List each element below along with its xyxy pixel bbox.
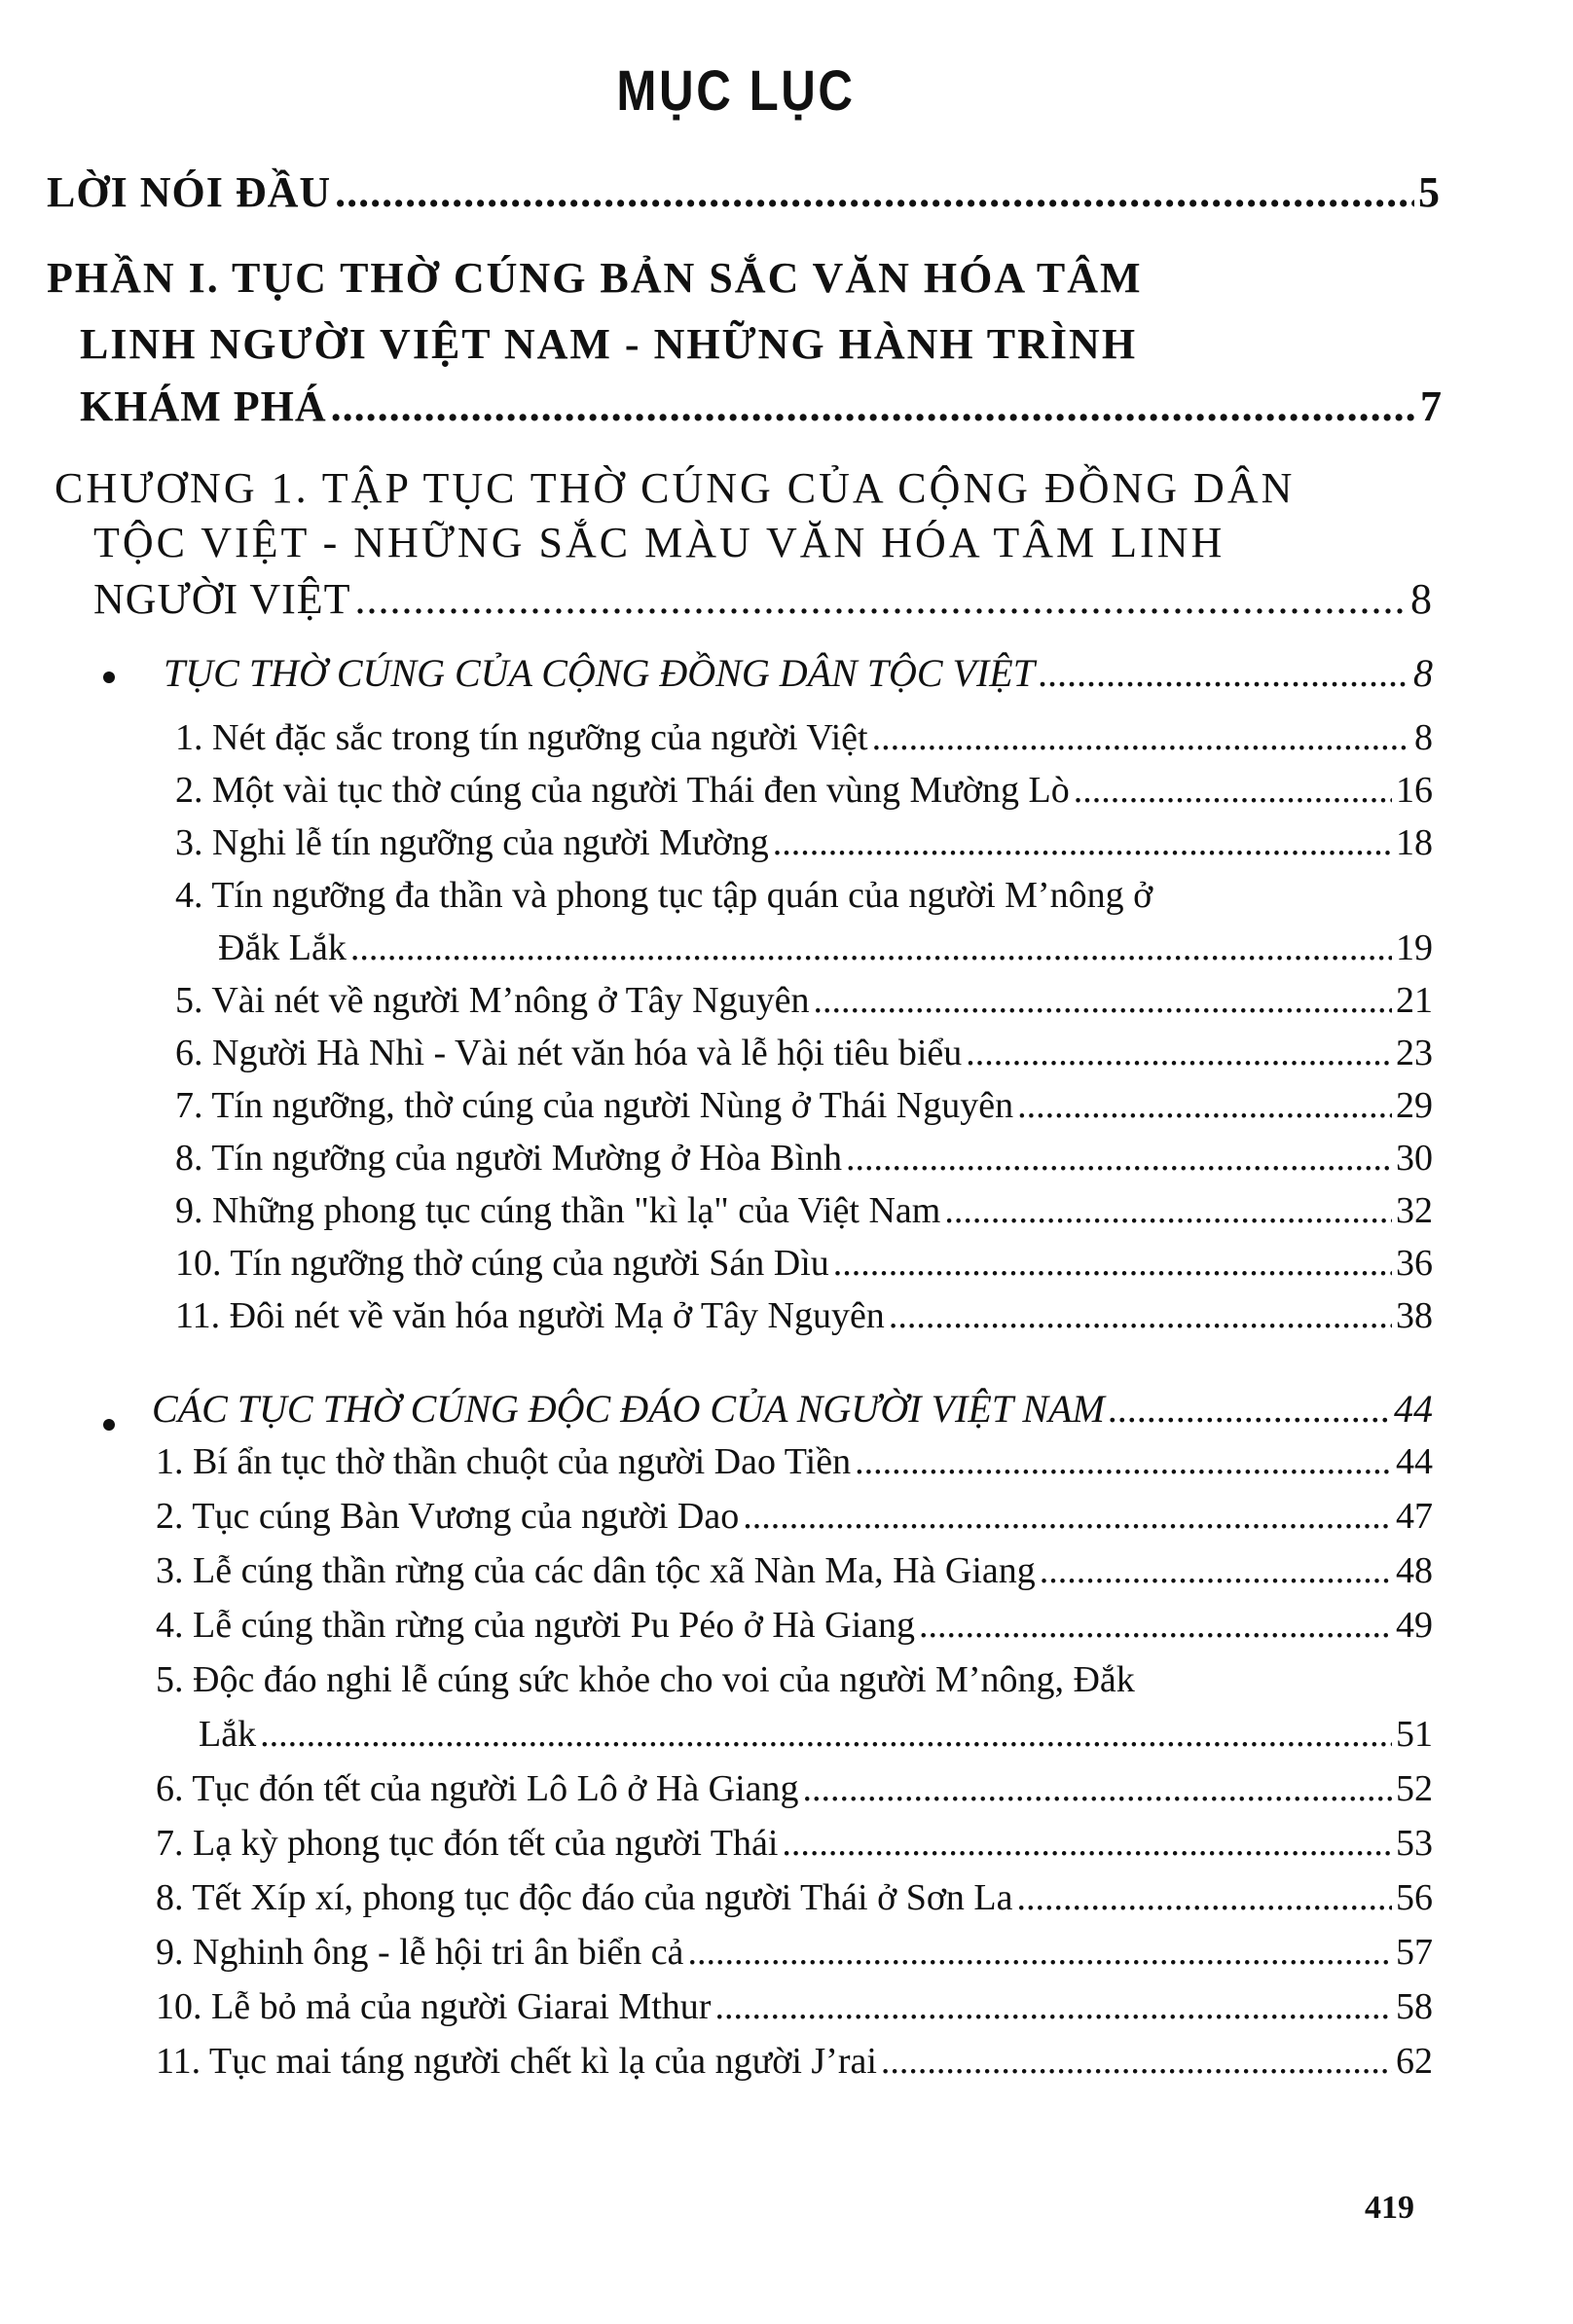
toc-entry-label: 7. Lạ kỳ phong tục đón tết của người Thái [156, 1823, 779, 1864]
dot-leader [1039, 650, 1409, 696]
dot-leader [1109, 1386, 1390, 1432]
toc-entry-label: 6. Người Hà Nhì - Vài nét văn hóa và lễ hội tiêu biểu [175, 1033, 963, 1073]
toc-entry[interactable] [156, 1931, 1433, 1974]
dot-leader [1017, 1876, 1393, 1919]
dot-leader [855, 1440, 1392, 1483]
toc-entry-page: 53 [1396, 1823, 1433, 1864]
toc-part-title-line: PHẦN I. TỤC THỜ CÚNG BẢN SẮC VĂN HÓA TÂM [47, 254, 1143, 302]
toc-section-label: CÁC TỤC THỜ CÚNG ĐỘC ĐÁO CỦA NGƯỜI VIỆT NAM [152, 1387, 1105, 1431]
toc-entry-label: LỜI NÓI ĐẦU [47, 168, 332, 216]
dot-leader [889, 1294, 1392, 1337]
bullet-icon [103, 1419, 115, 1431]
dot-leader [872, 716, 1410, 759]
dot-leader [743, 1495, 1392, 1538]
toc-entry[interactable] [156, 1985, 1433, 2028]
toc-entry[interactable] [156, 1495, 1433, 1538]
toc-entry-page: 57 [1396, 1932, 1433, 1973]
toc-entry-label: 3. Nghi lễ tín ngưỡng của người Mường [175, 822, 769, 863]
toc-entry-page: 32 [1396, 1190, 1433, 1231]
toc-entry[interactable] [175, 716, 1433, 759]
dot-leader [813, 979, 1392, 1022]
toc-entry-label: 2. Một vài tục thờ cúng của người Thái đen vùng Mường Lò [175, 770, 1070, 811]
toc-entry-label: 4. Lễ cúng thần rừng của người Pu Péo ở Hà Giang [156, 1605, 916, 1646]
toc-entry-label: 10. Tín ngưỡng thờ cúng của người Sán Dìu [175, 1243, 829, 1284]
toc-entry[interactable] [199, 1713, 1433, 1756]
toc-entry-label: 9. Nghinh ông - lễ hội tri ân biển cả [156, 1932, 684, 1973]
dot-leader [1040, 1549, 1392, 1592]
toc-entry-page: 38 [1396, 1295, 1433, 1336]
toc-entry-label: 2. Tục cúng Bàn Vương của người Dao [156, 1496, 740, 1537]
toc-entry[interactable] [175, 769, 1433, 812]
toc-entry[interactable] [175, 1294, 1433, 1337]
toc-entry[interactable] [175, 1242, 1433, 1285]
toc-entry-label: NGƯỜI VIỆT [93, 575, 351, 623]
toc-entry-label-line: 4. Tín ngưỡng đa thần và phong tục tập quán của người M’nông ở [175, 875, 1153, 916]
toc-entry-page: 44 [1396, 1441, 1433, 1482]
toc-entry[interactable] [175, 1032, 1433, 1074]
toc-entry-label: 8. Tết Xíp xí, phong tục độc đáo của người Thái ở Sơn La [156, 1877, 1013, 1918]
dot-leader [803, 1767, 1392, 1810]
toc-entry-page: 5 [1418, 168, 1441, 216]
dot-leader [260, 1713, 1392, 1756]
toc-entry-page: 19 [1396, 927, 1433, 968]
toc-entry-label: 7. Tín ngưỡng, thờ cúng của người Nùng ở Thái Nguyên [175, 1085, 1014, 1126]
dot-leader [966, 1032, 1392, 1074]
toc-entry-label: Lắk [199, 1714, 257, 1755]
toc-entry-page: 8 [1410, 575, 1433, 623]
toc-entry-page: 30 [1396, 1138, 1433, 1179]
toc-entry-label: 11. Đôi nét về văn hóa người Mạ ở Tây Nguyên [175, 1295, 885, 1336]
toc-entry-page: 7 [1420, 382, 1443, 430]
dot-leader [881, 2040, 1392, 2083]
toc-section-1[interactable] [164, 650, 1433, 696]
toc-entry[interactable] [156, 1767, 1433, 1810]
toc-entry[interactable] [175, 1189, 1433, 1232]
toc-entry-label: 3. Lễ cúng thần rừng của các dân tộc xã Nàn Ma, Hà Giang [156, 1550, 1036, 1591]
toc-entry-page: 44 [1394, 1387, 1433, 1431]
toc-entry-label: 5. Vài nét về người M’nông ở Tây Nguyên [175, 980, 810, 1021]
toc-entry-label: 6. Tục đón tết của người Lô Lô ở Hà Giang [156, 1768, 799, 1809]
page-title: MỤC LỤC [616, 59, 856, 123]
toc-entry[interactable] [175, 1084, 1433, 1127]
dot-leader [773, 821, 1392, 864]
dot-leader [833, 1242, 1392, 1285]
toc-entry[interactable] [175, 1137, 1433, 1180]
toc-entry-page: 8 [1413, 651, 1433, 695]
dot-leader [350, 926, 1392, 969]
toc-entry-label: 11. Tục mai táng người chết kì lạ của người J’rai [156, 2041, 877, 2082]
toc-entry-page: 51 [1396, 1714, 1433, 1755]
toc-entry-label: 9. Những phong tục cúng thần "kì lạ" của Việt Nam [175, 1190, 941, 1231]
toc-entry-page: 18 [1396, 822, 1433, 863]
toc-entry-label: KHÁM PHÁ [80, 382, 327, 430]
toc-entry[interactable] [156, 1876, 1433, 1919]
toc-entry-page: 29 [1396, 1085, 1433, 1126]
toc-entry-page: 47 [1396, 1496, 1433, 1537]
toc-entry-label: 8. Tín ngưỡng của người Mường ở Hòa Bình [175, 1138, 843, 1179]
toc-entry[interactable] [156, 1604, 1433, 1647]
toc-entry-page: 62 [1396, 2041, 1433, 2082]
dot-leader [846, 1137, 1392, 1180]
page-number: 419 [1365, 2190, 1414, 2226]
dot-leader [1017, 1084, 1392, 1127]
toc-entry[interactable] [175, 821, 1433, 864]
toc-entry-page: 23 [1396, 1033, 1433, 1073]
toc-entry-page: 21 [1396, 980, 1433, 1021]
toc-entry-foreword[interactable] [47, 167, 1441, 217]
toc-entry-page: 49 [1396, 1605, 1433, 1646]
toc-entry-page: 52 [1396, 1768, 1433, 1809]
dot-leader [335, 167, 1414, 217]
dot-leader [919, 1604, 1392, 1647]
bullet-icon [103, 672, 115, 683]
dot-leader [782, 1822, 1392, 1865]
toc-entry-page: 48 [1396, 1550, 1433, 1591]
toc-entry-page: 8 [1414, 717, 1433, 758]
toc-entry-label-line: 5. Độc đáo nghi lễ cúng sức khỏe cho voi của người M’nông, Đắk [156, 1659, 1135, 1700]
toc-part-title-line: LINH NGƯỜI VIỆT NAM - NHỮNG HÀNH TRÌNH [80, 320, 1138, 368]
toc-chapter-title-line: CHƯƠNG 1. TẬP TỤC THỜ CÚNG CỦA CỘNG ĐỒNG DÂN [55, 464, 1296, 512]
toc-entry[interactable] [156, 1549, 1433, 1592]
dot-leader [687, 1931, 1392, 1974]
toc-entry-chapter1[interactable] [93, 574, 1433, 624]
toc-entry[interactable] [156, 1440, 1433, 1483]
dot-leader [944, 1189, 1392, 1232]
toc-entry[interactable] [156, 1822, 1433, 1865]
toc-entry-label: 1. Bí ẩn tục thờ thần chuột của người Dao Tiền [156, 1441, 852, 1482]
toc-entry-page: 16 [1396, 770, 1433, 811]
toc-chapter-title-line: TỘC VIỆT - NHỮNG SẮC MÀU VĂN HÓA TÂM LINH [93, 519, 1225, 566]
dot-leader [714, 1985, 1392, 2028]
toc-section-label: TỤC THỜ CÚNG CỦA CỘNG ĐỒNG DÂN TỘC VIỆT [164, 651, 1035, 695]
toc-entry[interactable] [175, 979, 1433, 1022]
toc-entry[interactable] [156, 2040, 1433, 2083]
toc-entry-label: 1. Nét đặc sắc trong tín ngưỡng của người Việt [175, 717, 868, 758]
toc-entry-label: 10. Lễ bỏ mả của người Giarai Mthur [156, 1986, 712, 2027]
toc-entry-page: 58 [1396, 1986, 1433, 2027]
toc-entry-page: 56 [1396, 1877, 1433, 1918]
toc-entry-page: 36 [1396, 1243, 1433, 1284]
toc-entry-part1[interactable] [80, 381, 1443, 431]
toc-entry[interactable] [218, 926, 1433, 969]
dot-leader [355, 574, 1407, 624]
dot-leader [331, 381, 1416, 431]
toc-entry-label: Đắk Lắk [218, 927, 347, 968]
dot-leader [1074, 769, 1392, 812]
toc-section-2[interactable] [152, 1386, 1433, 1432]
